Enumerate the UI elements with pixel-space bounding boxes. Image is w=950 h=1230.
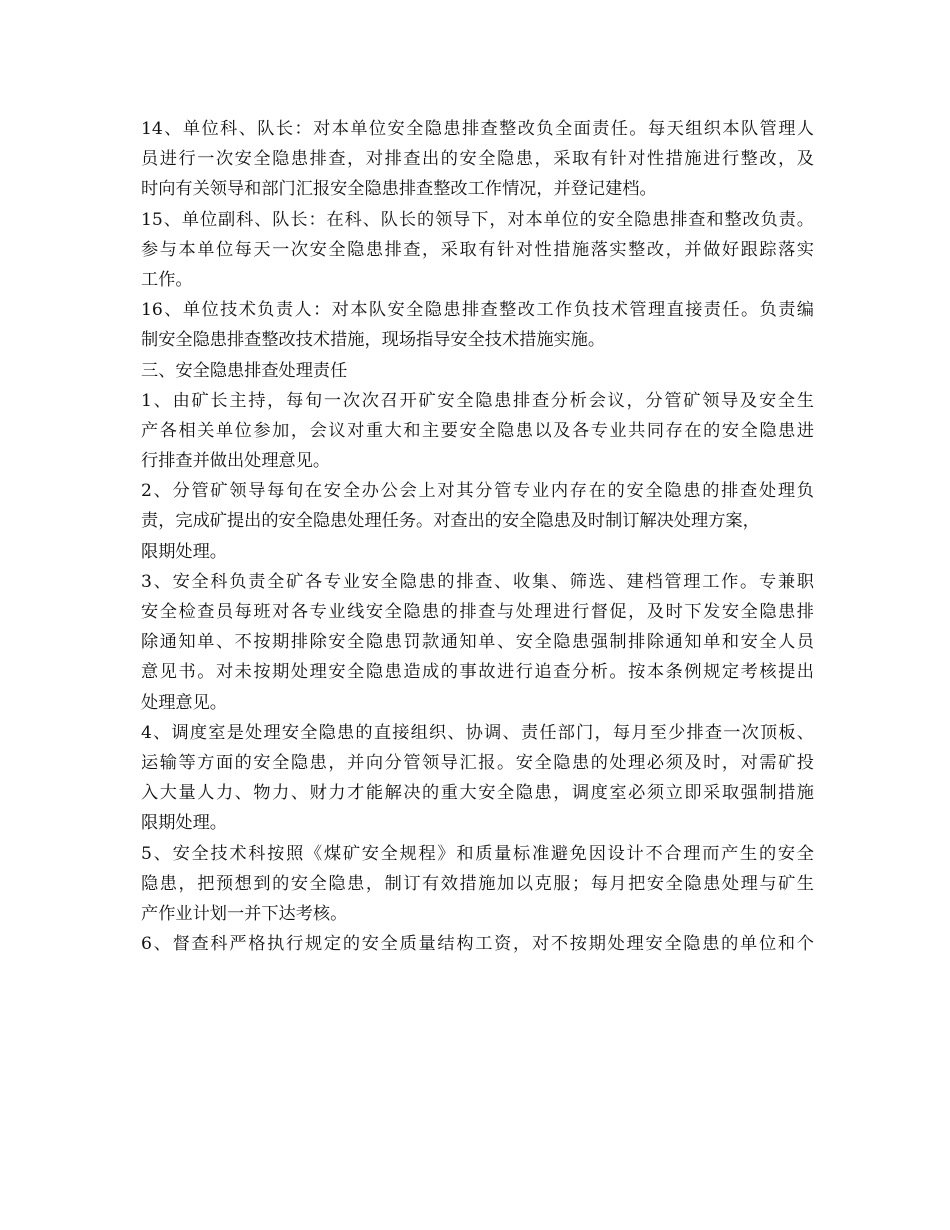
text-line: 3、安全科负责全矿各专业安全隐患的排查、收集、筛选、建档管理工作。专兼职 [141, 571, 814, 592]
text-line: 处理意见。 [141, 692, 227, 713]
text-line: 安全检查员每班对各专业线安全隐患的排查与处理进行督促，及时下发安全隐患排 [141, 602, 814, 622]
text-line: 意见书。对未按期处理安全隐患造成的事故进行追查分析。按本条例规定考核提出 [141, 662, 814, 683]
text-line: 1、由矿长主持，每旬一次次召开矿安全隐患排查分析会议，分管矿领导及安全生 [141, 390, 814, 411]
text-line: 15、单位副科、队长：在科、队长的领导下，对本单位的安全隐患排查和整改负责。 [141, 209, 814, 230]
document-body [141, 114, 814, 959]
text-line: 限期处理。 [141, 813, 227, 834]
text-line: 隐患，把预想到的安全隐患，制订有效措施加以克服；每月把安全隐患处理与矿生 [141, 873, 814, 894]
text-line: 16、单位技术负责人：对本队安全隐患排查整改工作负技术管理直接责任。负责编 [141, 300, 814, 321]
text-line: 5、安全技术科按照《煤矿安全规程》和质量标准避免因设计不合理而产生的安全 [141, 843, 814, 864]
text-line: 4、调度室是处理安全隐患的直接组织、协调、责任部门，每月至少排查一次顶板、 [141, 722, 814, 743]
text-line: 参与本单位每天一次安全隐患排查，采取有针对性措施落实整改，并做好跟踪落实 [141, 239, 814, 260]
text-line: 6、督查科严格执行规定的安全质量结构工资，对不按期处理安全隐患的单位和个 [141, 934, 814, 955]
text-line: 制安全隐患排查整改技术措施，现场指导安全技术措施实施。 [141, 330, 606, 351]
text-line: 责，完成矿提出的安全隐患处理任务。对查出的安全隐患及时制订解决处理方案， [141, 511, 760, 532]
text-line: 运输等方面的安全隐患，并向分管领导汇报。安全隐患的处理必须及时，对需矿投 [141, 752, 814, 773]
text-line: 时向有关领导和部门汇报安全隐患排查整改工作情况，并登记建档。 [141, 179, 657, 200]
text-line: 工作。 [141, 269, 193, 290]
text-line: 限期处理。 [141, 541, 227, 562]
text-line: 14、单位科、队长：对本单位安全隐患排查整改负全面责任。每天组织本队管理人 [141, 119, 814, 139]
text-line: 员进行一次安全隐患排查，对排查出的安全隐患，采取有针对性措施进行整改，及 [141, 149, 814, 170]
text-line: 产作业计划一并下达考核。 [141, 903, 348, 924]
text-line: 除通知单、不按期排除安全隐患罚款通知单、安全隐患强制排除通知单和安全人员 [141, 632, 814, 653]
text-line: 行排查并做出处理意见。 [141, 451, 331, 472]
text-line: 入大量人力、物力、财力才能解决的重大安全隐患，调度室必须立即采取强制措施 [141, 783, 814, 804]
text-line: 2、分管矿领导每旬在安全办公会上对其分管专业内存在的安全隐患的排查处理负 [141, 481, 814, 502]
text-line: 三、安全隐患排查处理责任 [141, 360, 348, 381]
text-line: 产各相关单位参加，会议对重大和主要安全隐患以及各专业共同存在的安全隐患进 [141, 420, 814, 441]
